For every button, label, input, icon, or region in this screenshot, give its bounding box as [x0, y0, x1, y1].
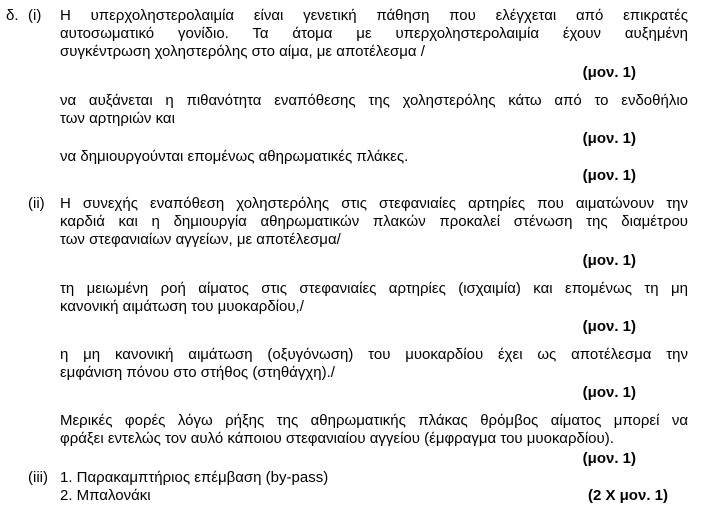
marks-ii-4: (μον. 1)	[582, 450, 636, 467]
marks-i-1: (μον. 1)	[582, 64, 636, 81]
i-p2-line2: των αρτηριών και	[60, 110, 175, 127]
ii-p1-line2: καρδιά και η δημιουργία αθηρωματικών πλακών προκαλεί στένωση της διαμέτρου	[60, 213, 688, 230]
ii-p2-line2: κανονική αιμάτωση του μυοκαρδίου,/	[60, 298, 304, 315]
ii-p2-line1: τη μειωμένη ροή αίματος στις στεφανιαίες αρτηρίες (ισχαιμία) και επομένως τη μη	[60, 280, 688, 297]
i-p1-line1: Η υπερχοληστερολαιμία είναι γενετική πάθηση που ελέγχεται από επικρατές	[60, 7, 688, 24]
subsection-label-ii: (ii)	[28, 195, 45, 212]
ii-p1-line1: Η συνεχής εναπόθεση χοληστερόλης στις στεφανιαίες αρτηρίες που αιματώνουν την	[60, 195, 688, 212]
marks-ii-2: (μον. 1)	[582, 318, 636, 335]
ii-p4-line2: φράξει εντελώς τον αυλό κάποιου στεφανιαίου αγγείου (έμφραγμα του μυοκαρδίου).	[60, 430, 614, 447]
i-p3-line1: να δημιουργούνται επομένως αθηρωματικές πλάκες.	[60, 148, 409, 165]
marks-i-3: (μον. 1)	[582, 167, 636, 184]
ii-p1-line3: των στεφανιαίων αγγείων, με αποτέλεσμα/	[60, 231, 341, 248]
i-p2-line1: να αυξάνεται η πιθανότητα εναπόθεσης της χοληστερόλης κάτω από το ενδοθήλιο	[60, 92, 688, 109]
ii-p4-line1: Μερικές φορές λόγω ρήξης της αθηρωματικής πλάκας θρόμβος αίματος μπορεί να	[60, 412, 688, 429]
i-p1-line3: συγκέντρωση χοληστερόλης στο αίμα, με αποτέλεσμα /	[60, 43, 425, 60]
i-p1-line2: αυτοσωματικό γονίδιο. Τα άτομα με υπερχοληστερολαιμία έχουν αυξημένη	[60, 25, 688, 42]
marks-ii-1: (μον. 1)	[582, 252, 636, 269]
section-label-d: δ.	[6, 7, 19, 24]
ii-p3-line2: εμφάνιση πόνου στο στήθος (στηθάγχη)./	[60, 364, 335, 381]
subsection-label-i: (i)	[28, 7, 42, 24]
marks-ii-3: (μον. 1)	[582, 384, 636, 401]
marks-iii: (2 Χ μον. 1)	[587, 487, 668, 504]
subsection-label-iii: (iii)	[28, 469, 48, 486]
iii-item-1: 1. Παρακαμπτήριος επέμβαση (by-pass)	[60, 469, 329, 486]
ii-p3-line1: η μη κανονική αιμάτωση (οξυγόνωση) του μυοκαρδίου έχει ως αποτέλεσμα την	[60, 346, 688, 363]
iii-item-2: 2. Μπαλονάκι	[60, 487, 151, 504]
marks-i-2: (μον. 1)	[582, 130, 636, 147]
